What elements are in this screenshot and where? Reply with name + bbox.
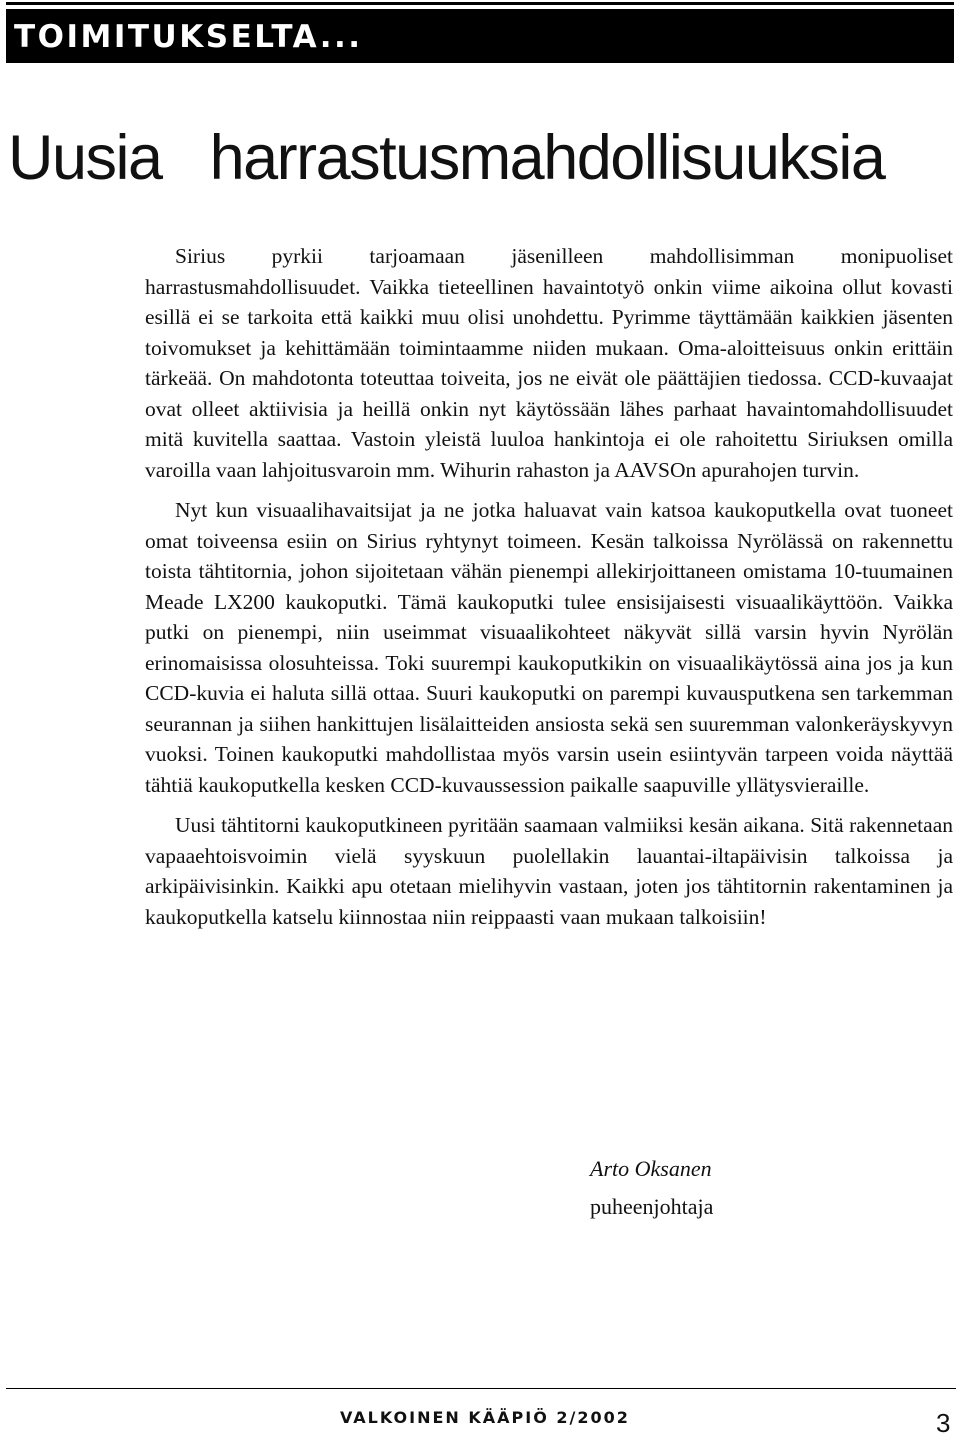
article-body [145,241,953,942]
publication-title: VALKOINEN KÄÄPIÖ 2/2002 [340,1408,630,1427]
signature-title: puheenjohtaja [590,1194,714,1219]
page-number: 3 [936,1408,951,1438]
paragraph-2: Nyt kun visuaalihavaitsijat ja ne jotka haluavat vain katsoa kaukoputkella ovat tuoneet omat toiveensa esiin on Sirius ryhtynyt toimeen. Kesän talkoissa Nyrölässä on rakennettu toista tähtitornia, johon sijoitetaan vähän pienempi allekirjoittaneen omistama 10-tuumainen Meade LX200 kaukoputki. Tämä kaukoputki tulee ensisijaisesti visuaalikäyttöön. Vaikka putki on pienempi, niin useimmat visuaalikohteet näkyvät sillä varsin hyvin Nyrölän erinomaisissa olosuhteissa. Toki suurempi kaukoputkikin on visuaalikäytössä aina jos ja kun CCD-kuvia ei haluta sillä ottaa. Suuri kaukoputki on parempi kuvausputkena sen tarkemman seurannan ja siihen hankittujen lisälaitteiden ansiosta sekä sen suuremman valonkeräyskyvyn vuoksi. Toinen kaukoputki mahdollistaa myös varsin usein esiintyvän tarpeen voida näyttää tähtiä kaukoputkella kesken CCD-kuvaussession paikalle saapuville yllätysvieraille. [145,498,953,797]
section-header-bar [6,9,954,63]
top-rule [6,2,954,5]
paragraph-3: Uusi tähtitorni kaukoputkineen pyritään saamaan valmiiksi kesän aikana. Sitä rakennetaan vapaaehtoisvoimin vielä syyskuun puolellakin lauantai-iltapäivisin talkoissa ja arkipäivisinkin. Kaikki apu otetaan mielihyvin vastaan, joten jos tähtitornin rakentaminen ja kaukoputkella katselu kiinnostaa niin reippaasti vaan mukaan talkoisiin! [145,813,953,929]
signature-name: Arto Oksanen [590,1156,712,1181]
signature-block [590,1150,713,1226]
article-headline: Uusia harrastusmahdollisuuksia [8,123,885,193]
section-label: TOIMITUKSELTA... [14,19,363,55]
footer-rule [6,1388,956,1389]
paragraph-1: Sirius pyrkii tarjoamaan jäsenilleen mahdollisimman monipuoliset harrastusmahdollisuudet. Vaikka tieteellinen havaintotyö onkin viime aikoina ollut kovasti esillä ei se tarkoita että kaikki muu olisi unohdettu. Pyrimme täyttämään kaikkien jäsenten toivomukset ja kehittämään toimintaamme niiden mukaan. Oma-aloitteisuus onkin erittäin tärkeää. On mahdotonta toteuttaa toiveita, jos ne eivät ole päättäjien tiedossa. CCD-kuvaajat ovat olleet aktiivisia ja heillä onkin nyt käytössään lähes parhaat havaintomahdollisuudet mitä kuvitella saattaa. Vastoin yleistä luuloa hankintoja ei ole rahoitettu Siriuksen omilla varoilla vaan lahjoitusvaroin mm. Wihurin rahaston ja AAVSOn apurahojen turvin. [145,244,953,482]
